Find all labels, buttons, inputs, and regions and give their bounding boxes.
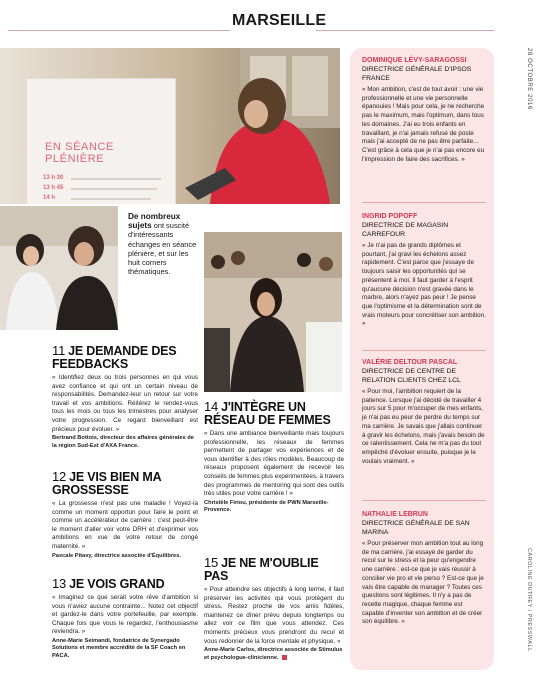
article-number: 14 xyxy=(204,399,219,414)
testimonial-name: INGRID POPOFF xyxy=(362,213,418,220)
testimonial-entry xyxy=(362,56,486,164)
testimonial-name: NATHALIE LEBRUN xyxy=(362,511,428,518)
article-signature: Pascale Pitavy, directrice associée d'Équilibres. xyxy=(52,552,181,559)
testimonial-role: DIRECTRICE GÉNÉRALE D'IPSOS FRANCE xyxy=(362,66,472,82)
testimonial-quote: « Je n'ai pas de grands diplômes et pourtant, j'ai gravi les échelons assez rapidement. C'est parce que j'essaye de toujours saisir les opportunités qui se présentent à moi. Il faut garder à l'esprit qu'aucune décision n'est gravée dans le marbre, alors n'ayez pas peur ! Je pense que l'optimisme et la détermination sont de vrais moteurs pour concrétiser son ambition. » xyxy=(362,242,486,328)
article-body: « Imaginez ce que serait votre rêve d'ambition si vous n'aviez aucune contrainte... Notez cet objectif et gardez-le dans votre portefeuille, par exemple. Chaque fois que vous le regardez, l'enthousiasme reviendra. » xyxy=(52,594,198,636)
testimonial-quote: « Pour moi, l'ambition requiert de la patience. Lorsque j'ai décidé de travailler 4 jours sur 5 pour m'occuper de mes enfants, je n'ai pas eu peur de perdre du temps sur ma carrière. Je savais que j'allais continuer à gravir les échelons, mais j'avais besoin de ce ralentissement. Cela ne m'a pas du tout empêché d'évoluer ensuite, puisque je le voulais vraiment. » xyxy=(362,388,485,465)
testimonial-name: DOMINIQUE LÉVY-SARAGOSSI xyxy=(362,57,467,64)
photo-workshop-exchange xyxy=(0,206,118,330)
header-rule-left xyxy=(8,30,230,31)
caption-text: ont suscité d'intéressants échanges en séance plénière, et sur les huit corners thématiques. xyxy=(128,221,197,277)
banner-line xyxy=(71,188,157,190)
panel-divider xyxy=(362,500,486,501)
panel-divider xyxy=(362,350,486,351)
article-body: « Pour atteindre ses objectifs à long terme, il faut préserver les activités qui vous protègent du stress. Restez proche de vos amis fidèles, maintenez ce dîner prévu depuis longtemps ou allez voir ce film que vous attendez. Ces moments précieux vous prendront du recul et vous redonner de la force mentale et physique. » xyxy=(204,586,344,645)
photo-plenary-session xyxy=(0,48,340,204)
article-body: « La grossesse n'est pas une maladie ! Voyez-la comme un moment opportun pour faire le point et comme un accélérateur de carrière : c'est peut-être le moment d'aller voir votre DRH et d'exprimer vos ambitions en vue de votre retour de congé maternité. » xyxy=(52,500,198,550)
section-title: MARSEILLE xyxy=(232,12,327,29)
article-number: 12 xyxy=(52,469,67,484)
testimonial-quote: « Mon ambition, c'est de tout avoir : une vie professionnelle et une vie personnelle épanouies ! Mais pour cela, je ne recherche pas le maximum, mais l'optimum, dans tous les domaines. J'ai eu trois enfants en travaillant, je n'ai jamais refusé de poste mais j'ai accepté de ne pas être parfaite... C'est grâce à cela que je n'ai pas encore eu l'impression de faire des sacrifices. » xyxy=(362,86,485,163)
article-heading xyxy=(52,344,198,371)
banner-title: EN SÉANCE PLÉNIÈRE xyxy=(45,141,114,165)
article-number: 11 xyxy=(52,343,66,358)
photo-credit: CAROLINE DUTREY / PRESSWALL xyxy=(526,548,532,652)
article-title: JE NE M'OUBLIE PAS xyxy=(204,556,319,583)
testimonial-entry xyxy=(362,358,486,466)
issue-date: 28 OCTOBRE 2016 xyxy=(526,48,532,110)
article-signature: Christèle Firiou, présidente de PWN Marseille-Provence. xyxy=(204,499,329,514)
article-heading xyxy=(204,400,344,427)
article-signature: Anne-Marie Seimandi, fondatrice de Synergado Solutions et membre accrédité de la SF Coach en PACA. xyxy=(52,637,186,659)
photo-workshop-illustration xyxy=(0,206,118,330)
article-number: 13 xyxy=(52,576,67,591)
testimonial-role: DIRECTRICE DE CENTRE DE RELATION CLIENTS CHEZ LCL xyxy=(362,368,461,384)
photo-audience-group xyxy=(204,232,342,392)
article-heading xyxy=(52,470,198,497)
article-title: J'INTÈGRE UN RÉSEAU DE FEMMES xyxy=(204,400,331,427)
testimonial-entry xyxy=(362,212,486,329)
article-feedbacks xyxy=(52,344,198,450)
article-number: 15 xyxy=(204,555,219,570)
photo-caption xyxy=(128,212,200,276)
article-signature: Anne-Marie Carlos, directrice associée de Stimulus et psychologue-clinicienne. xyxy=(204,647,343,661)
article-heading xyxy=(204,556,344,583)
article-grossesse xyxy=(52,470,198,560)
photo-audience-illustration xyxy=(204,232,342,392)
testimonial-role: DIRECTRICE DE MAGASIN CARREFOUR xyxy=(362,222,449,238)
article-ne-m-oublie-pas xyxy=(204,556,344,662)
banner-line xyxy=(71,198,151,200)
article-title: JE VIS BIEN MA GROSSESSE xyxy=(52,470,161,497)
article-reseau-femmes xyxy=(204,400,344,515)
panel-divider xyxy=(362,202,486,203)
plenary-banner xyxy=(26,78,176,204)
caption-lead: De nombreux sujets xyxy=(128,212,181,231)
article-heading xyxy=(52,577,198,591)
article-signature: Bertrand Bottois, directeur des affaires générales de la région Sud-Est d'AXA France. xyxy=(52,435,194,449)
banner-item: 14 h xyxy=(43,195,56,201)
banner-item: 13 h 30 xyxy=(43,175,64,181)
article-title: JE DEMANDE DES FEEDBACKS xyxy=(52,344,177,371)
article-body: « Dans une ambiance bienveillante mais toujours professionnelle, les réseaux de femmes permettent de partager vos expériences et de vous identifier à des rôles modèles. Beaucoup de réseaux proposent également de recevoir les conseils de femmes plus expérimentées, à travers des programmes de mentoring qui sont des outils très utiles pour votre carrière ! » xyxy=(204,430,344,498)
article-title: JE VOIS GRAND xyxy=(69,577,165,591)
header-rule-right xyxy=(316,30,494,31)
end-mark xyxy=(282,655,287,660)
testimonial-role: DIRECTRICE GÉNÉRALE DE SAN MARINA xyxy=(362,520,470,536)
banner-line xyxy=(71,178,161,180)
testimonial-name: VALÉRIE DELTOUR PASCAL xyxy=(362,359,458,366)
testimonial-quote: « Pour préserver mon ambition tout au long de ma carrière, j'ai essayé de garder du recul sur le stress et la peur qu'engendre une carrière : est-ce que je vais réussir à concilier vie pro et vie perso ? Est-ce que je vais être capable de manager ? Toutes ces questions sont légitimes. Il n'y a pas de recette magique, chaque femme est capable d'inventer son ambition et de créer son équilibre. » xyxy=(362,540,484,626)
testimonial-entry xyxy=(362,510,486,627)
article-body: « Identifiez deux ou trois personnes en qui vous avez confiance et qui ont un certain niveau de responsabilités. Demandez-leur un retour sur votre travail et vos ambitions. Réitérez le rendez-vous tous les mois ou tous les trimestres pour analyser votre progression. Ce regard bienveillant est précieux pour évoluer. » xyxy=(52,374,198,433)
banner-item: 13 h 45 xyxy=(43,185,64,191)
article-vois-grand xyxy=(52,577,198,660)
